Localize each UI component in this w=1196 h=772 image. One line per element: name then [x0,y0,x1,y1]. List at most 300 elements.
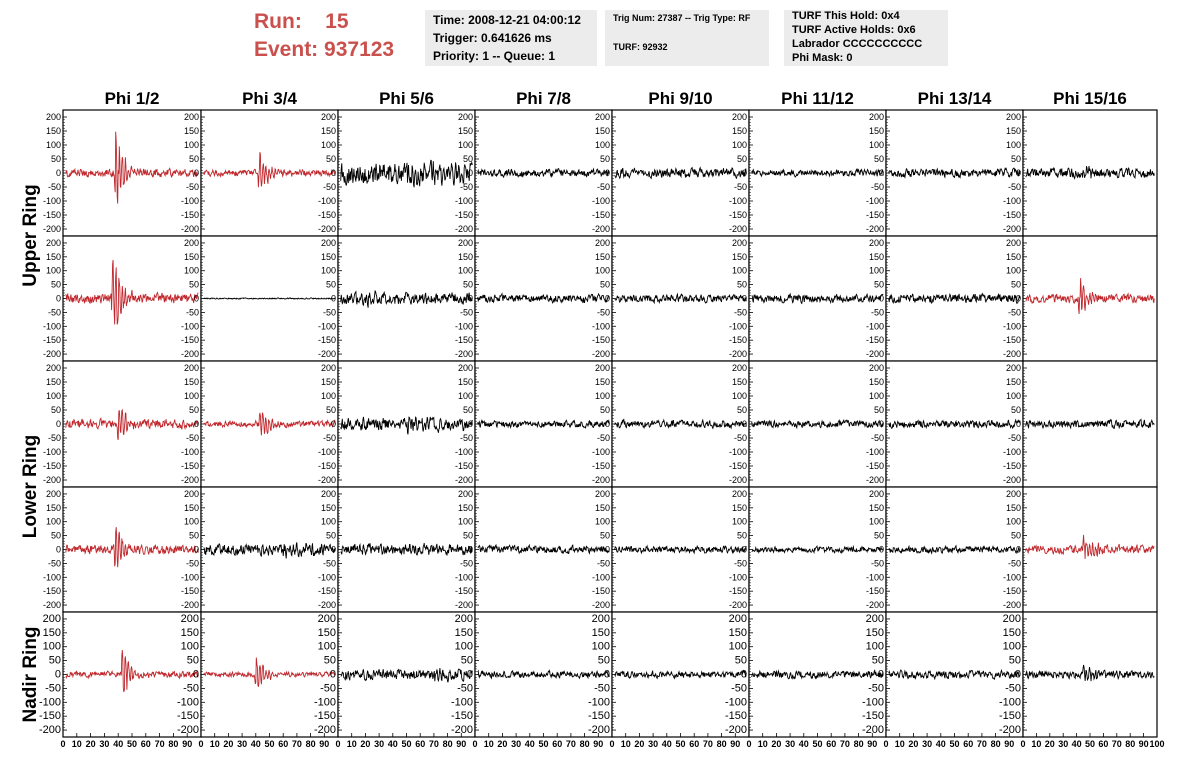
y-tick-label: -100 [861,696,884,709]
y-tick-label: -100 [317,321,336,332]
y-tick-label: 100 [731,391,747,401]
y-tick-label: -50 [45,682,61,695]
y-tick-label: 200 [731,363,747,373]
y-tick-label: 150 [457,502,473,513]
y-tick-label: -50 [459,433,473,443]
y-tick-label: 100 [457,140,473,150]
y-tick-label: 100 [320,265,336,276]
y-tick-label: -150 [1002,461,1021,471]
y-tick-label: 100 [180,640,199,653]
y-tick-label: 0 [1015,293,1021,304]
y-tick-label: -100 [728,196,747,206]
waveform-panel [592,236,749,361]
y-tick-label: -200 [728,224,747,234]
y-tick-label: 150 [45,377,61,387]
y-tick-label: -100 [450,696,473,709]
y-tick-label: 100 [591,640,610,653]
y-tick-label: 100 [731,516,747,527]
y-tick-label: 50 [188,530,199,541]
y-tick-label: -100 [42,572,61,583]
x-tick-label: 40 [1071,739,1082,749]
y-tick-label: 50 [599,279,610,290]
y-tick-label: 200 [594,488,610,499]
x-tick-label: 60 [689,739,700,749]
y-tick-label: -200 [180,600,199,611]
y-tick-label: -200 [591,224,610,234]
y-tick-label: -50 [594,682,610,695]
x-tick-label: 0 [883,739,889,749]
y-tick-label: 200 [457,237,473,248]
y-tick-label: -150 [180,461,199,471]
y-tick-label: 50 [325,279,336,290]
y-tick-label: -200 [728,475,747,485]
y-tick-label: -200 [180,349,199,360]
y-tick-label: 100 [45,265,61,276]
y-tick-label: 150 [457,251,473,262]
x-tick-label: 50 [126,739,138,749]
y-tick-label: -100 [454,321,473,332]
y-tick-label: -200 [1002,224,1021,234]
y-tick-label: -150 [591,335,610,346]
y-tick-label: 100 [45,140,61,150]
y-tick-label: -50 [47,558,61,569]
y-tick-label: 100 [728,640,747,653]
y-tick-label: -150 [176,710,199,723]
y-tick-label: 200 [594,363,610,373]
x-tick-label: 60 [1098,739,1109,749]
y-tick-label: -200 [454,475,473,485]
y-tick-label: -50 [459,558,473,569]
waveform-panel [1003,487,1157,612]
x-tick-label: 40 [935,739,946,749]
waveform-panel [592,487,749,612]
y-tick-label: 50 [188,279,199,290]
y-tick-label: 0 [1015,168,1021,178]
y-tick-label: -50 [870,433,884,443]
y-tick-label: 0 [193,544,199,555]
y-tick-label: 150 [454,626,473,639]
x-tick-label: 90 [1138,739,1149,749]
y-tick-label: 0 [604,419,610,429]
y-tick-label: 100 [868,516,884,527]
y-tick-label: -100 [724,696,747,709]
y-tick-label: -100 [587,696,610,709]
y-tick-label: -150 [180,586,199,597]
y-tick-label: -150 [998,710,1021,723]
y-tick-label: 100 [457,265,473,276]
y-tick-label: -150 [861,710,884,723]
y-tick-label: 0 [604,293,610,304]
y-tick-label: 50 [871,654,884,667]
y-tick-label: 200 [731,112,747,122]
y-tick-label: 50 [186,654,199,667]
y-tick-label: -200 [591,349,610,360]
y-tick-label: 0 [330,168,336,178]
y-tick-label: 200 [731,488,747,499]
y-tick-label: -50 [596,307,610,318]
y-tick-label: 50 [462,405,473,415]
column-label: Phi 1/2 [104,89,160,108]
y-tick-label: 50 [873,154,884,164]
y-tick-label: -100 [317,447,336,457]
y-tick-label: 50 [873,405,884,415]
x-tick-label: 90 [730,739,741,749]
x-tick-label: 90 [867,739,878,749]
y-tick-label: 200 [865,612,884,625]
y-tick-label: 0 [193,293,199,304]
y-tick-label: -50 [459,307,473,318]
y-tick-label: 0 [604,544,610,555]
y-tick-label: -150 [454,461,473,471]
y-tick-label: 200 [454,612,473,625]
y-tick-label: 150 [1005,251,1021,262]
y-tick-label: 50 [736,530,747,541]
y-tick-label: 0 [330,293,336,304]
y-tick-label: -200 [42,224,61,234]
y-tick-label: -200 [1002,349,1021,360]
y-tick-label: 150 [728,626,747,639]
y-tick-label: -200 [587,724,610,737]
y-tick-label: 50 [50,279,61,290]
waveform-panel [729,236,886,361]
x-tick-label: 50 [264,739,275,749]
column-label: Phi 11/12 [781,89,854,108]
x-tick-label: 10 [209,739,220,749]
y-tick-label: -50 [47,433,61,443]
y-tick-label: 50 [325,530,336,541]
y-tick-label: -50 [733,307,747,318]
y-tick-label: 200 [45,488,61,499]
y-tick-label: -50 [1007,307,1021,318]
y-tick-label: 200 [457,363,473,373]
y-tick-label: 50 [597,654,610,667]
y-tick-label: -150 [591,586,610,597]
x-tick-label: 80 [990,739,1001,749]
y-tick-label: 150 [594,377,610,387]
x-tick-label: 10 [757,739,768,749]
x-tick-label: 70 [976,739,987,749]
y-tick-label: 50 [188,405,199,415]
labrador-text: Labrador CCCCCCCCCC [792,38,923,50]
y-tick-label: -150 [317,210,336,220]
waveform-panel [1003,361,1157,487]
x-tick-label: 20 [223,739,234,749]
y-tick-label: 200 [868,237,884,248]
x-tick-label: 60 [963,739,974,749]
y-tick-label: 100 [45,516,61,527]
y-tick-label: 150 [731,377,747,387]
y-tick-label: -200 [42,475,61,485]
waveform-panel [866,236,1023,361]
x-tick-label: 70 [291,739,302,749]
y-tick-label: 200 [868,488,884,499]
y-tick-label: 50 [188,154,199,164]
y-tick-label: 0 [878,293,884,304]
y-tick-label: -150 [42,210,61,220]
y-tick-label: 100 [868,140,884,150]
waveform-panel [43,110,201,236]
x-tick-label: 60 [278,739,289,749]
y-tick-label: -200 [865,224,884,234]
x-tick-label: 70 [428,739,439,749]
y-tick-label: -150 [728,461,747,471]
y-tick-label: -200 [591,475,610,485]
y-tick-label: 100 [594,265,610,276]
y-tick-label: 200 [183,237,199,248]
y-tick-label: -50 [733,182,747,192]
y-tick-label: -200 [42,600,61,611]
y-tick-label: 200 [1005,237,1021,248]
x-tick-label: 30 [785,739,796,749]
y-tick-label: -200 [176,724,199,737]
y-tick-label: -150 [724,710,747,723]
y-tick-label: 150 [183,126,199,136]
x-tick-label: 50 [538,739,549,749]
y-tick-label: 150 [45,502,61,513]
y-tick-label: 150 [320,502,336,513]
y-tick-label: -50 [870,558,884,569]
x-tick-label: 40 [661,739,672,749]
y-tick-label: -200 [317,600,336,611]
y-tick-label: 0 [467,168,473,178]
y-tick-label: -50 [47,182,61,192]
y-tick-label: 0 [741,293,747,304]
y-tick-label: -200 [450,724,473,737]
y-tick-label: 100 [731,140,747,150]
y-tick-label: 200 [1005,488,1021,499]
y-tick-label: 0 [193,419,199,429]
y-tick-label: -50 [185,433,199,443]
y-tick-label: -100 [1002,196,1021,206]
y-tick-label: -200 [454,349,473,360]
y-tick-label: 0 [55,419,61,429]
y-tick-label: -100 [998,696,1021,709]
turf-active-holds-text: TURF Active Holds: 0x6 [792,24,916,36]
y-tick-label: -50 [733,433,747,443]
waveform-panel [455,361,612,487]
y-tick-label: -200 [728,600,747,611]
column-label: Phi 15/16 [1053,89,1127,108]
x-tick-label: 20 [497,739,508,749]
y-tick-label: -150 [454,335,473,346]
waveform-panel [1003,110,1157,236]
y-tick-label: -200 [180,475,199,485]
y-tick-label: -50 [596,182,610,192]
y-tick-label: 150 [731,251,747,262]
y-tick-label: -50 [185,307,199,318]
ring-label: Upper Ring [20,184,41,287]
y-tick-label: 0 [55,168,61,178]
x-tick-label: 20 [634,739,645,749]
x-tick-label: 80 [853,739,864,749]
x-tick-label: 90 [593,739,604,749]
y-tick-label: -100 [454,572,473,583]
trig-num-text: Trig Num: 27387 -- Trig Type: RF [613,13,751,23]
y-tick-label: 150 [865,626,884,639]
y-tick-label: 50 [325,154,336,164]
y-tick-label: -200 [865,600,884,611]
y-tick-label: 150 [320,126,336,136]
y-tick-label: -100 [591,447,610,457]
y-tick-label: 100 [1002,640,1021,653]
y-tick-label: -200 [998,724,1021,737]
y-tick-label: -150 [317,461,336,471]
y-tick-label: -50 [596,558,610,569]
x-tick-label: 70 [839,739,850,749]
y-tick-label: 100 [594,516,610,527]
x-tick-label: 80 [442,739,453,749]
waveform-panel [866,487,1023,612]
x-tick-label: 0 [60,739,66,749]
y-tick-label: 200 [457,488,473,499]
y-tick-label: -100 [591,572,610,583]
y-tick-label: 50 [873,530,884,541]
y-tick-label: -100 [180,321,199,332]
y-tick-label: 50 [736,279,747,290]
y-tick-label: 100 [457,516,473,527]
y-tick-label: 50 [460,654,473,667]
y-tick-label: -150 [317,335,336,346]
waveform-panel [455,487,612,612]
y-tick-label: -50 [322,558,336,569]
y-tick-label: 150 [1005,377,1021,387]
x-tick-label: 40 [250,739,261,749]
x-tick-label: 40 [798,739,809,749]
y-tick-label: -200 [313,724,336,737]
x-tick-label: 0 [472,739,478,749]
y-tick-label: 50 [323,654,336,667]
y-tick-label: -50 [457,682,473,695]
x-tick-label: 80 [168,739,179,749]
x-tick-label: 10 [1031,739,1042,749]
y-tick-label: -100 [180,196,199,206]
y-tick-label: 50 [462,279,473,290]
x-tick-label: 50 [812,739,823,749]
x-tick-label: 20 [908,739,919,749]
y-tick-label: -200 [865,349,884,360]
column-label: Phi 5/6 [379,89,434,108]
y-tick-label: 200 [317,612,336,625]
y-tick-label: 50 [325,405,336,415]
event-label: Event: [254,38,319,61]
y-tick-label: -150 [454,210,473,220]
y-tick-label: 200 [594,112,610,122]
y-tick-label: -100 [176,696,199,709]
y-tick-label: -200 [728,349,747,360]
y-tick-label: 0 [741,544,747,555]
y-tick-label: 50 [1010,154,1021,164]
y-tick-label: 100 [183,140,199,150]
y-tick-label: 100 [454,640,473,653]
y-tick-label: 200 [728,612,747,625]
y-tick-label: 150 [457,126,473,136]
y-tick-label: 100 [42,640,61,653]
y-tick-label: -100 [728,447,747,457]
y-tick-label: 200 [45,363,61,373]
x-tick-label: 10 [483,739,494,749]
y-tick-label: 100 [868,391,884,401]
waveform-panel [592,110,749,236]
y-tick-label: -50 [731,682,747,695]
y-tick-label: 100 [320,391,336,401]
x-tick-label: 40 [387,739,398,749]
y-tick-label: -50 [47,307,61,318]
y-tick-label: -100 [728,572,747,583]
y-tick-label: 150 [1005,126,1021,136]
waveform-panel [592,361,749,487]
y-tick-label: 150 [317,626,336,639]
trigger-text: Trigger: 0.641626 ms [433,31,552,45]
y-tick-label: -100 [42,321,61,332]
y-tick-label: 0 [878,544,884,555]
waveform-panel [866,110,1023,236]
waveform-panel [318,361,475,487]
x-tick-label: 50 [1084,739,1096,749]
x-tick-label: 20 [85,739,96,749]
x-tick-label: 30 [648,739,659,749]
y-tick-label: 100 [183,516,199,527]
column-label: Phi 9/10 [648,89,713,108]
y-tick-label: 0 [467,544,473,555]
x-tick-label: 80 [1125,739,1136,749]
y-tick-label: -200 [180,224,199,234]
waveform-panel [43,487,201,612]
y-tick-label: -50 [868,682,884,695]
y-tick-label: 0 [1014,668,1021,681]
y-tick-label: 150 [1002,626,1021,639]
y-tick-label: -100 [180,447,199,457]
y-tick-label: 150 [868,377,884,387]
waveform-panel [455,110,612,236]
y-tick-label: -100 [180,572,199,583]
y-tick-label: 50 [599,405,610,415]
y-tick-label: -50 [1007,433,1021,443]
y-tick-label: 200 [320,363,336,373]
column-label: Phi 7/8 [516,89,571,108]
y-tick-label: -150 [180,335,199,346]
y-tick-label: -100 [313,696,336,709]
x-tick-label: 40 [113,739,124,749]
y-tick-label: 100 [183,265,199,276]
x-tick-label: 0 [609,739,615,749]
y-tick-label: 200 [594,237,610,248]
y-tick-label: 200 [868,363,884,373]
y-tick-label: 200 [320,488,336,499]
x-tick-label: 70 [702,739,713,749]
phi-mask-text: Phi Mask: 0 [792,52,853,64]
x-tick-label: 10 [894,739,905,749]
waveform-panel [181,236,338,361]
y-tick-label: 150 [868,126,884,136]
x-tick-label: 50 [401,739,412,749]
x-tick-label: 20 [360,739,371,749]
y-tick-label: 50 [736,154,747,164]
x-tick-label: 50 [949,739,960,749]
x-tick-label: 20 [771,739,782,749]
y-tick-label: 0 [467,419,473,429]
y-tick-label: 50 [1010,405,1021,415]
y-tick-label: 200 [45,237,61,248]
x-tick-label: 80 [716,739,727,749]
run-label: Run: [254,10,302,33]
y-tick-label: -150 [591,461,610,471]
x-tick-label: 10 [346,739,357,749]
y-tick-label: 100 [868,265,884,276]
y-tick-label: 150 [183,502,199,513]
waveform-panel [729,487,886,612]
y-tick-label: 50 [50,154,61,164]
y-tick-label: -150 [1002,586,1021,597]
